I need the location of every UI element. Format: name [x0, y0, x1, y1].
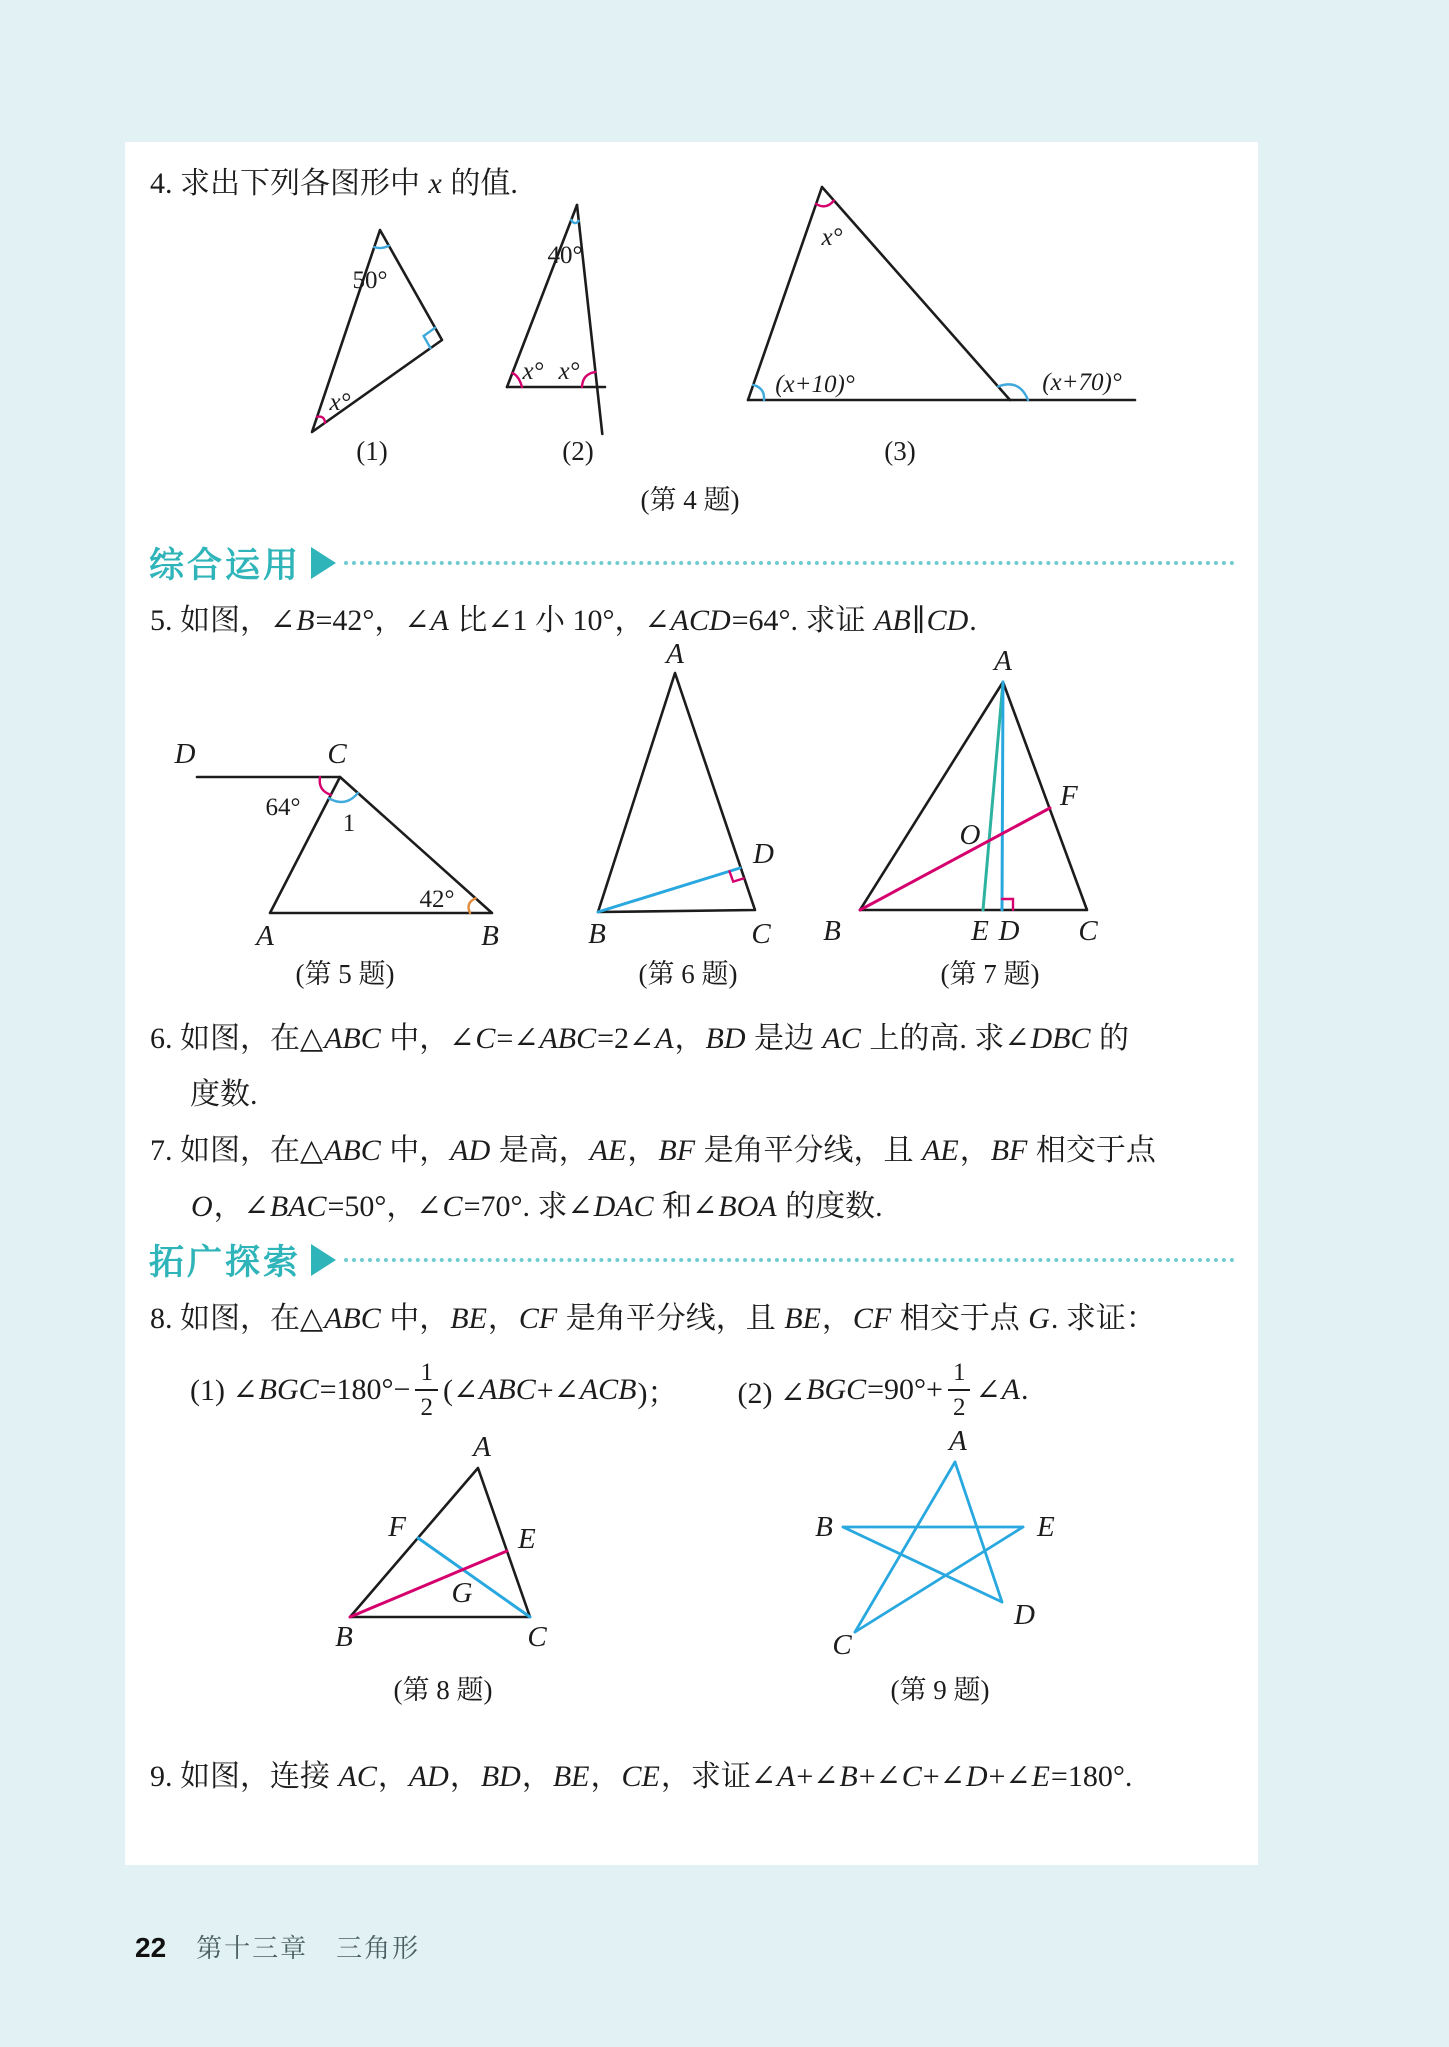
angle-1-arc: [329, 793, 358, 802]
problem-7-text-line2: O，∠BAC=50°，∠C=70°. 求∠DAC 和∠BOA 的度数.: [191, 1190, 883, 1223]
vertex-label-a: A: [473, 1431, 491, 1463]
angle-label-x70: (x+70)°: [1042, 369, 1122, 396]
problem-7-text-line1: 7. 如图，在△ABC 中，AD 是高，AE，BF 是角平分线，且 AE，BF 相交于点: [150, 1134, 1156, 1167]
triangle-abc: [860, 682, 1087, 910]
subfigure-3-caption: (3): [884, 436, 916, 466]
altitude-bd: [598, 868, 740, 912]
angle-label-x-right: x°: [558, 358, 580, 385]
figure-4-caption: (第 4 题): [640, 485, 740, 515]
vertex-label-e: E: [518, 1523, 536, 1555]
subfigure-1-caption: (1): [356, 436, 388, 466]
vertex-label-a: A: [994, 645, 1012, 677]
problem-8-text-line1: 8. 如图，在△ABC 中，BE，CF 是角平分线，且 BE，CF 相交于点 G. 求证：: [150, 1302, 1156, 1335]
vertex-label-e: E: [971, 915, 989, 947]
figure-5-caption: (第 5 题): [295, 959, 395, 989]
angle-label-x10: (x+10)°: [775, 371, 855, 398]
left-angle-arc: [512, 373, 522, 387]
page-footer: [135, 1928, 420, 1965]
figure-8: [300, 1430, 580, 1660]
problem-9-text: 9. 如图，连接 AC，AD，BD，BE，CE，求证∠A+∠B+∠C+∠D+∠E=180°.: [150, 1760, 1133, 1793]
apex-angle-arc: [374, 246, 389, 248]
angle-label-x-left: x°: [522, 358, 544, 385]
bisector-bf: [860, 808, 1050, 910]
line-ad: [955, 1462, 1002, 1602]
altitude-ad: [1002, 682, 1003, 910]
problem-4-text: 4. 求出下列各图形中 x 的值.: [150, 167, 518, 200]
vertex-label-d: D: [998, 915, 1020, 947]
chapter-title: 第十三章 三角形: [196, 1934, 421, 1963]
figure-9: [800, 1425, 1090, 1661]
vertex-label-b: B: [823, 915, 841, 947]
vertex-label-d: D: [1014, 1599, 1035, 1631]
vertex-label-f: F: [1060, 780, 1078, 812]
figure-7-caption: (第 7 题): [940, 959, 1040, 989]
angle-label-1: 1: [342, 810, 356, 837]
vertex-label-a: A: [666, 638, 684, 670]
triangle-arrow-icon: [311, 547, 336, 579]
vertex-label-f: F: [388, 1511, 406, 1543]
angle-label-40: 40°: [547, 242, 583, 269]
point-label-o: O: [959, 819, 981, 851]
subfigure-2-caption: (2): [562, 436, 594, 466]
vertex-label-c: C: [832, 1629, 852, 1661]
dotted-rule: [344, 1258, 1235, 1262]
section-title: 综合运用: [149, 546, 302, 585]
angle-label-x: x°: [329, 389, 351, 416]
vertex-label-a: A: [949, 1425, 967, 1457]
vertex-label-b: B: [335, 1621, 353, 1653]
apex-angle-arc: [571, 220, 578, 223]
section-title: 拓广探索: [149, 1243, 302, 1282]
angle-dca-arc: [320, 777, 331, 795]
problem-6-text-line1: 6. 如图，在△ABC 中，∠C=∠ABC=2∠A，BD 是边 AC 上的高. 求∠DBC 的: [150, 1022, 1130, 1055]
right-angle-mark: [1002, 899, 1013, 910]
figure-4-2: [485, 185, 685, 435]
line-ac: [855, 1462, 955, 1632]
right-angle-arc: [582, 372, 595, 387]
vertex-label-c: C: [1078, 915, 1098, 947]
vertex-label-d: D: [174, 738, 196, 770]
figure-8-caption: (第 8 题): [393, 1675, 493, 1705]
vertex-label-c: C: [327, 738, 347, 770]
problem-8-formulas: (1) ∠ BGC =180°− $\frac{1}{2}$ (∠ ABC +∠ ACB )； (2) ∠ BGC =90°+ $\frac{1}{2}$ ∠ A .: [190, 1359, 1029, 1421]
figure-5: [165, 655, 555, 955]
angle-label-50: 50°: [352, 267, 388, 294]
vertex-label-b: B: [588, 918, 606, 950]
angle-label-64: 64°: [265, 794, 301, 821]
dotted-rule: [344, 561, 1235, 565]
vertex-label-c: C: [527, 1621, 547, 1653]
figure-4-1: [280, 200, 470, 445]
page-number: 22: [135, 1932, 167, 1963]
figure-6-caption: (第 6 题): [638, 959, 738, 989]
right-side-extended: [577, 205, 602, 434]
angle-label-x: x°: [821, 224, 843, 251]
line-ce: [855, 1527, 1023, 1632]
vertex-label-d: D: [753, 838, 774, 870]
point-label-g: G: [451, 1577, 473, 1609]
section-header-synthesis: [149, 543, 1235, 583]
triangle-abc: [350, 1468, 530, 1617]
section-header-exploration: [149, 1240, 1235, 1280]
figure-4-3: [710, 160, 1150, 415]
vertex-label-c: C: [751, 918, 771, 950]
vertex-label-b: B: [481, 920, 499, 952]
star-lines: [843, 1462, 1023, 1632]
angle-label-42: 42°: [419, 886, 455, 913]
vertex-label-e: E: [1037, 1511, 1055, 1543]
bisector-cf: [418, 1538, 530, 1617]
problem-6-text-line2: 度数.: [190, 1078, 258, 1111]
bottom-angle-arc: [317, 417, 325, 423]
left-angle-arc: [753, 385, 764, 400]
triangle-sides: [748, 187, 1010, 400]
vertex-label-b: B: [815, 1511, 833, 1543]
figure-9-caption: (第 9 题): [890, 1675, 990, 1705]
bisector-ae: [983, 682, 1003, 910]
apex-angle-arc: [816, 201, 834, 207]
vertex-label-a: A: [256, 920, 274, 952]
figure-7: [820, 645, 1120, 948]
angle-b-arc: [469, 898, 476, 913]
triangle-arrow-icon: [311, 1244, 336, 1276]
triangle-abc: [270, 777, 492, 913]
problem-5-text: 5. 如图，∠B=42°，∠A 比∠1 小 10°，∠ACD=64°. 求证 AB∥CD.: [150, 604, 977, 637]
figure-6: [585, 638, 795, 955]
